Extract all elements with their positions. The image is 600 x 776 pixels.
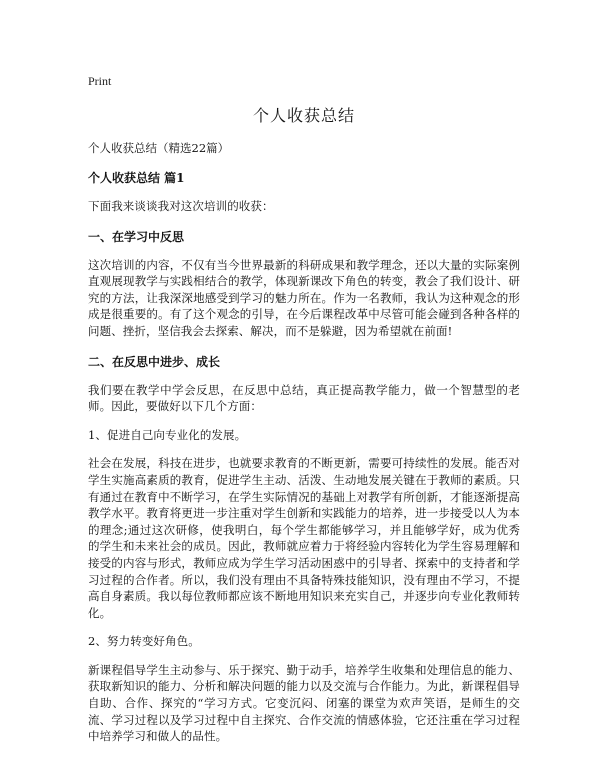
document-page xyxy=(88,70,520,745)
point1-heading: 1、促进自己向专业化的发展。 xyxy=(88,427,247,442)
document-title: 个人收获总结 xyxy=(252,106,355,125)
section1-heading: 一、在学习中反思 xyxy=(88,229,185,244)
section2-heading: 二、在反思中进步、成长 xyxy=(88,354,221,369)
document-subtitle: 个人收获总结（精选22篇） xyxy=(88,141,230,155)
intro-paragraph: 下面我来谈谈我对这次培训的收获： xyxy=(88,199,274,213)
point2-heading: 2、努力转变好角色。 xyxy=(88,634,200,649)
point1-paragraph: 社会在发展，科技在进步，也就要求教育的不断更新，需要可持续性的发展。能否对学生实施高素质的教育，促进学生主动、活泼、生动地发展关键在于教师的素质。只有通过在教育中不断学习，在学生实际情况的基础上对教学有所创新，才能逐渐提高教学水平。教育将更进一步注重对学生创新和实践能力的培养，进一步接受以人为本的理念;通过这次研修，使我明白，每个学生都能够学习，并且能够学好，成为优秀的学生和未来社会的成员。因此，教师就应着力于将经验内容转化为学生容易理解和接受的内容与形式，教师应成为学生学习活动困惑中的引导者、探索中的支持者和学习过程的合作者。所以，我们没有理由不具备特殊技能知识，没有理由不学习，不提高自身素质。我以每位教师都应该不断地用知识来充实自己，并逐步向专业化教师转化。 xyxy=(88,456,520,620)
point2-paragraph: 新课程倡导学生主动参与、乐于探究、勤于动手，培养学生收集和处理信息的能力、获取新知识的能力、分析和解决问题的能力以及交流与合作能力。为此，新课程倡导自助、合作、探究的“学习方式。它变沉闷、闭塞的课堂为欢声笑语，是师生的交流、学习过程以及学习过程中自主探究、合作交流的情感体验，它还注重在学习过程中培养学习和做人的品性。 xyxy=(88,662,520,744)
print-link[interactable]: Print xyxy=(88,74,112,88)
section2-intro-paragraph: 我们要在教学中学会反思，在反思中总结，真正提高教学能力，做一个智慧型的老师。因此，要做好以下几个方面： xyxy=(88,382,520,414)
article-title: 个人收获总结 篇1 xyxy=(88,171,185,185)
section1-paragraph: 这次培训的内容，不仅有当今世界最新的科研成果和教学理念，还以大量的实际案例直观展现教学与实践相结合的教学，体现新课改下角色的转变，教会了我们设计、研究的方法，让我深深地感受到学习的魅力所在。作为一名教师，我认为这种观念的形成是很重要的。有了这个观念的引导，在今后课程改革中尽管可能会碰到各种各样的问题、挫折，坚信我会去探索、解决，而不是躲避，因为希望就在前面! xyxy=(88,257,520,338)
